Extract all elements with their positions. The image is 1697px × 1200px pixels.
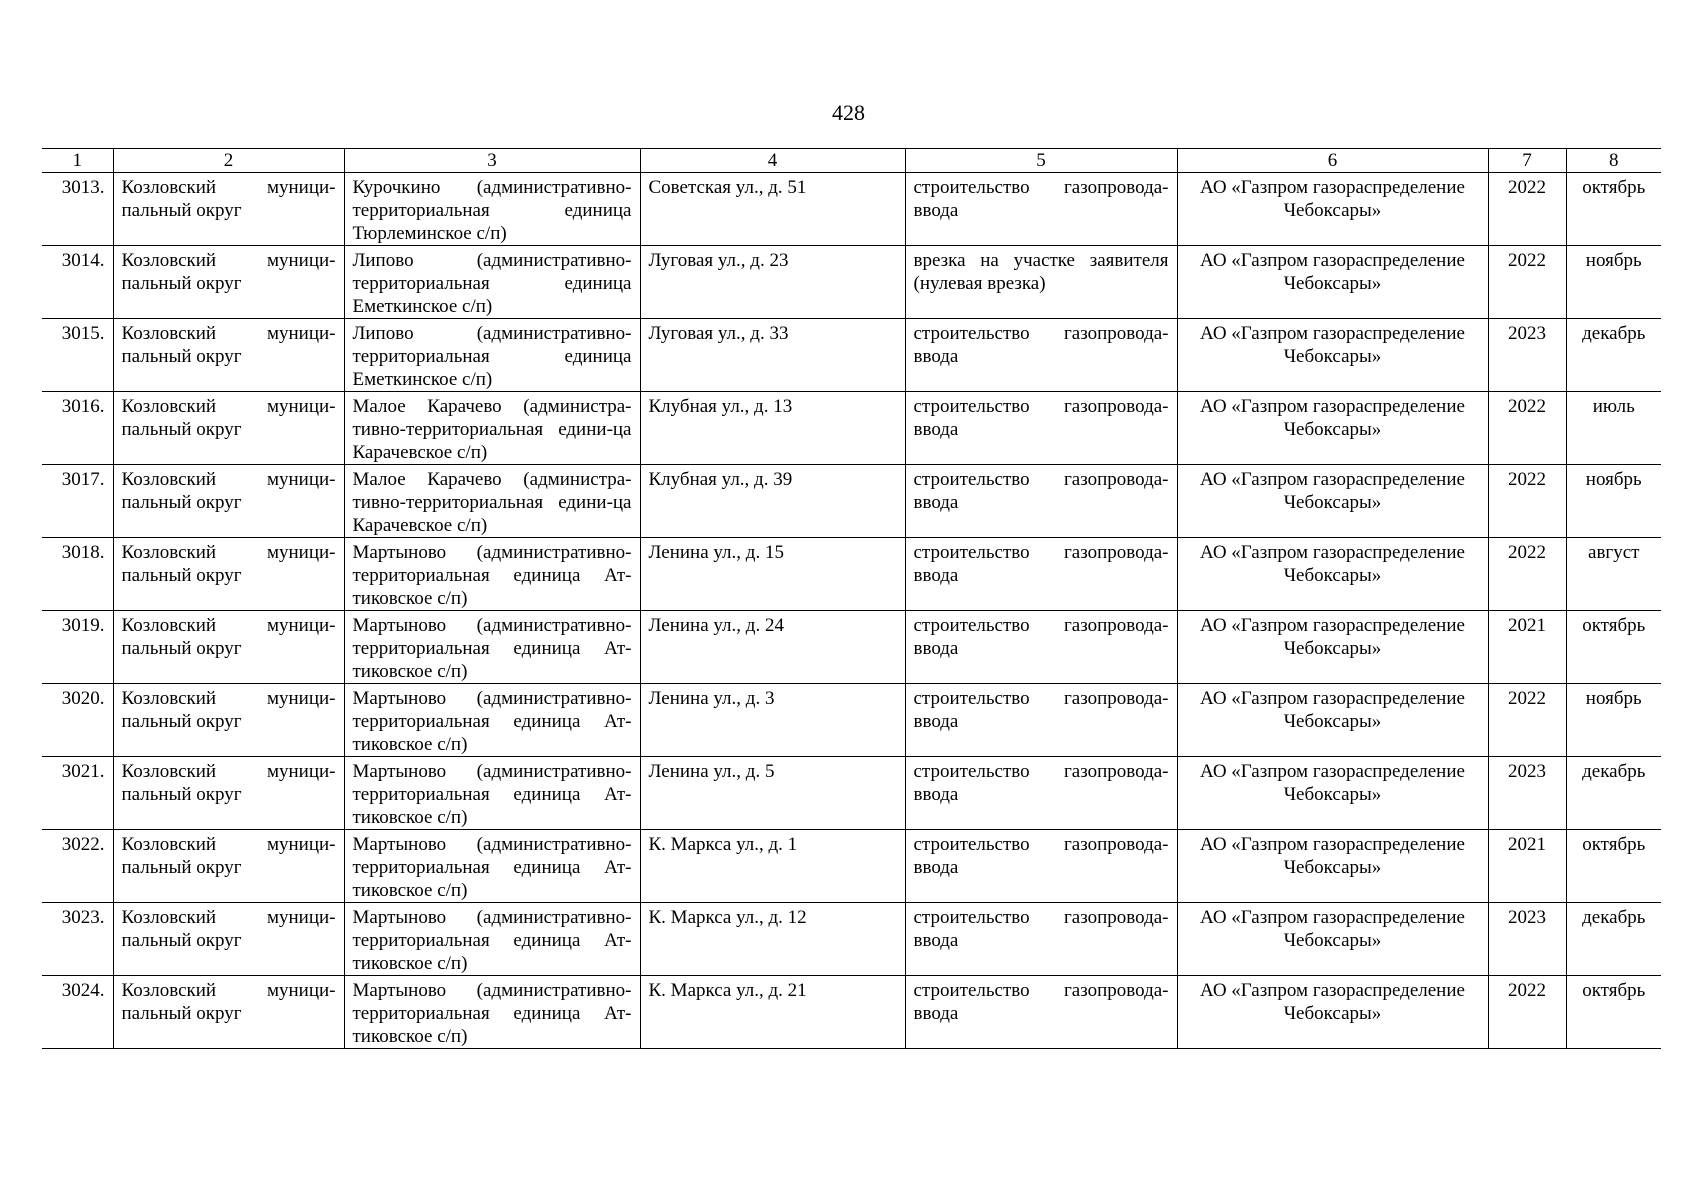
year-cell: 2023 [1488, 903, 1566, 976]
column-header: 3 [344, 149, 640, 173]
row-number: 3016. [42, 392, 113, 465]
row-number: 3021. [42, 757, 113, 830]
year-cell: 2022 [1488, 392, 1566, 465]
work-type-cell: строительство газопровода-ввода [905, 684, 1177, 757]
row-number: 3014. [42, 246, 113, 319]
column-header: 8 [1566, 149, 1661, 173]
work-type-cell: врезка на участке заявителя (нулевая врезка) [905, 246, 1177, 319]
month-cell: октябрь [1566, 976, 1661, 1049]
district-cell: Козловский муници-пальный округ [113, 465, 344, 538]
district-cell: Козловский муници-пальный округ [113, 684, 344, 757]
address-cell: К. Маркса ул., д. 12 [640, 903, 905, 976]
address-cell: К. Маркса ул., д. 21 [640, 976, 905, 1049]
table-header [42, 149, 1661, 173]
table-body [42, 173, 1661, 1049]
district-cell: Козловский муници-пальный округ [113, 611, 344, 684]
organization-cell: АО «Газпром газораспределение Чебоксары» [1177, 319, 1488, 392]
table-row [42, 757, 1661, 830]
organization-cell: АО «Газпром газораспределение Чебоксары» [1177, 830, 1488, 903]
row-number: 3017. [42, 465, 113, 538]
work-type-cell: строительство газопровода-ввода [905, 611, 1177, 684]
table-row [42, 830, 1661, 903]
work-type-cell: строительство газопровода-ввода [905, 976, 1177, 1049]
table-row [42, 903, 1661, 976]
month-cell: декабрь [1566, 757, 1661, 830]
work-type-cell: строительство газопровода-ввода [905, 830, 1177, 903]
column-header: 4 [640, 149, 905, 173]
organization-cell: АО «Газпром газораспределение Чебоксары» [1177, 465, 1488, 538]
month-cell: декабрь [1566, 319, 1661, 392]
district-cell: Козловский муници-пальный округ [113, 976, 344, 1049]
district-cell: Козловский муници-пальный округ [113, 319, 344, 392]
month-cell: июль [1566, 392, 1661, 465]
table-row [42, 173, 1661, 246]
organization-cell: АО «Газпром газораспределение Чебоксары» [1177, 392, 1488, 465]
district-cell: Козловский муници-пальный округ [113, 173, 344, 246]
header-row [42, 149, 1661, 173]
table-row [42, 392, 1661, 465]
row-number: 3013. [42, 173, 113, 246]
table-row [42, 684, 1661, 757]
organization-cell: АО «Газпром газораспределение Чебоксары» [1177, 173, 1488, 246]
year-cell: 2023 [1488, 319, 1566, 392]
organization-cell: АО «Газпром газораспределение Чебоксары» [1177, 903, 1488, 976]
locality-cell: Липово (административно-территориальная единица Еметкинское с/п) [344, 319, 640, 392]
row-number: 3015. [42, 319, 113, 392]
table-row [42, 538, 1661, 611]
month-cell: ноябрь [1566, 465, 1661, 538]
locality-cell: Липово (административно-территориальная единица Еметкинское с/п) [344, 246, 640, 319]
table-row [42, 611, 1661, 684]
month-cell: ноябрь [1566, 684, 1661, 757]
gasification-table [42, 148, 1661, 1049]
column-header: 7 [1488, 149, 1566, 173]
month-cell: октябрь [1566, 173, 1661, 246]
locality-cell: Мартыново (административно-территориальная единица Ат-тиковское с/п) [344, 538, 640, 611]
year-cell: 2022 [1488, 173, 1566, 246]
month-cell: октябрь [1566, 830, 1661, 903]
work-type-cell: строительство газопровода-ввода [905, 538, 1177, 611]
year-cell: 2022 [1488, 246, 1566, 319]
district-cell: Козловский муници-пальный округ [113, 903, 344, 976]
district-cell: Козловский муници-пальный округ [113, 538, 344, 611]
district-cell: Козловский муници-пальный округ [113, 830, 344, 903]
locality-cell: Мартыново (административно-территориальная единица Ат-тиковское с/п) [344, 976, 640, 1049]
address-cell: Ленина ул., д. 15 [640, 538, 905, 611]
district-cell: Козловский муници-пальный округ [113, 246, 344, 319]
locality-cell: Курочкино (административно-территориальная единица Тюрлеминское с/п) [344, 173, 640, 246]
locality-cell: Мартыново (административно-территориальная единица Ат-тиковское с/п) [344, 830, 640, 903]
work-type-cell: строительство газопровода-ввода [905, 465, 1177, 538]
row-number: 3020. [42, 684, 113, 757]
month-cell: декабрь [1566, 903, 1661, 976]
work-type-cell: строительство газопровода-ввода [905, 173, 1177, 246]
address-cell: Ленина ул., д. 5 [640, 757, 905, 830]
month-cell: октябрь [1566, 611, 1661, 684]
locality-cell: Малое Карачево (администра-тивно-территориальная едини-ца Карачевское с/п) [344, 392, 640, 465]
month-cell: ноябрь [1566, 246, 1661, 319]
row-number: 3023. [42, 903, 113, 976]
district-cell: Козловский муници-пальный округ [113, 757, 344, 830]
table-row [42, 246, 1661, 319]
organization-cell: АО «Газпром газораспределение Чебоксары» [1177, 757, 1488, 830]
locality-cell: Мартыново (административно-территориальная единица Ат-тиковское с/п) [344, 684, 640, 757]
year-cell: 2022 [1488, 465, 1566, 538]
year-cell: 2022 [1488, 538, 1566, 611]
row-number: 3022. [42, 830, 113, 903]
year-cell: 2022 [1488, 684, 1566, 757]
work-type-cell: строительство газопровода-ввода [905, 903, 1177, 976]
locality-cell: Мартыново (административно-территориальная единица Ат-тиковское с/п) [344, 611, 640, 684]
table-row [42, 976, 1661, 1049]
district-cell: Козловский муници-пальный округ [113, 392, 344, 465]
organization-cell: АО «Газпром газораспределение Чебоксары» [1177, 976, 1488, 1049]
table-row [42, 465, 1661, 538]
address-cell: Луговая ул., д. 23 [640, 246, 905, 319]
row-number: 3019. [42, 611, 113, 684]
page-number: 428 [832, 100, 865, 125]
organization-cell: АО «Газпром газораспределение Чебоксары» [1177, 611, 1488, 684]
locality-cell: Мартыново (административно-территориальная единица Ат-тиковское с/п) [344, 757, 640, 830]
column-header: 1 [42, 149, 113, 173]
work-type-cell: строительство газопровода-ввода [905, 319, 1177, 392]
year-cell: 2021 [1488, 830, 1566, 903]
address-cell: Клубная ул., д. 39 [640, 465, 905, 538]
address-cell: Ленина ул., д. 24 [640, 611, 905, 684]
organization-cell: АО «Газпром газораспределение Чебоксары» [1177, 684, 1488, 757]
organization-cell: АО «Газпром газораспределение Чебоксары» [1177, 246, 1488, 319]
address-cell: К. Маркса ул., д. 1 [640, 830, 905, 903]
year-cell: 2021 [1488, 611, 1566, 684]
table-row [42, 319, 1661, 392]
locality-cell: Малое Карачево (администра-тивно-территориальная едини-ца Карачевское с/п) [344, 465, 640, 538]
address-cell: Клубная ул., д. 13 [640, 392, 905, 465]
year-cell: 2023 [1488, 757, 1566, 830]
organization-cell: АО «Газпром газораспределение Чебоксары» [1177, 538, 1488, 611]
work-type-cell: строительство газопровода-ввода [905, 392, 1177, 465]
column-header: 5 [905, 149, 1177, 173]
row-number: 3018. [42, 538, 113, 611]
column-header: 6 [1177, 149, 1488, 173]
work-type-cell: строительство газопровода-ввода [905, 757, 1177, 830]
locality-cell: Мартыново (административно-территориальная единица Ат-тиковское с/п) [344, 903, 640, 976]
address-cell: Ленина ул., д. 3 [640, 684, 905, 757]
column-header: 2 [113, 149, 344, 173]
month-cell: август [1566, 538, 1661, 611]
address-cell: Советская ул., д. 51 [640, 173, 905, 246]
address-cell: Луговая ул., д. 33 [640, 319, 905, 392]
row-number: 3024. [42, 976, 113, 1049]
year-cell: 2022 [1488, 976, 1566, 1049]
